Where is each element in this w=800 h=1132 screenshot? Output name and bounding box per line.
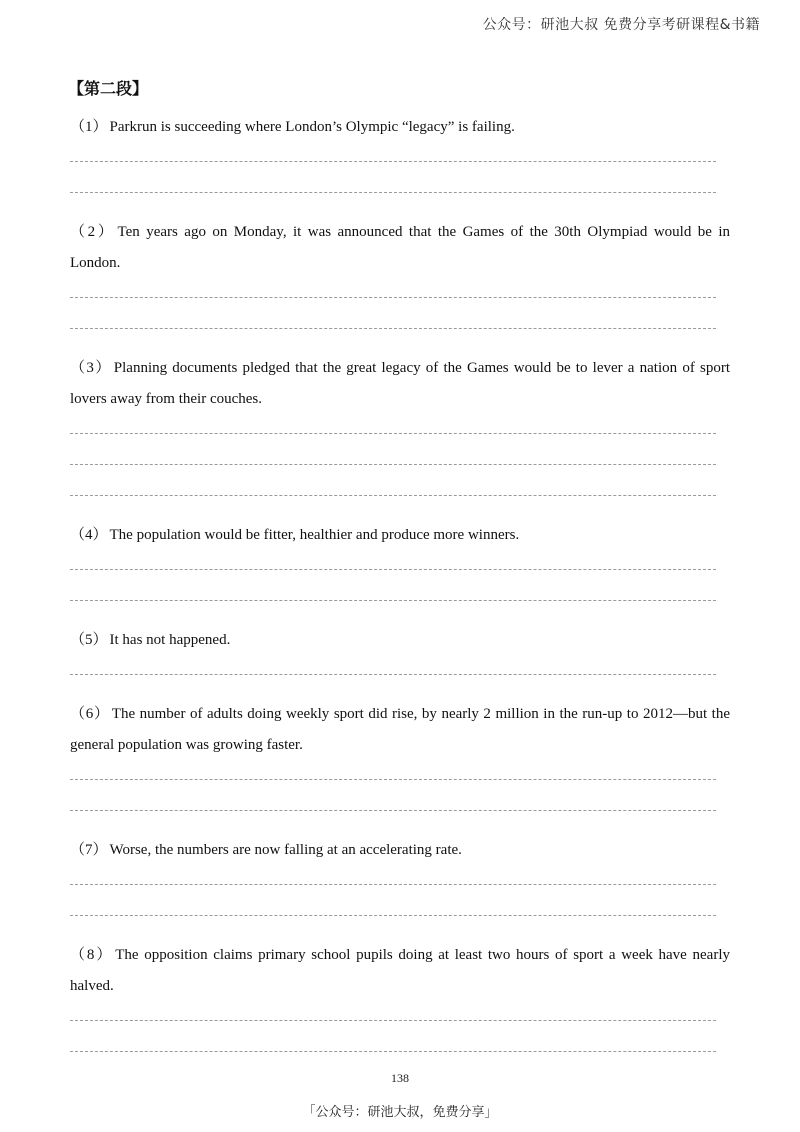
exercise-item-5 — [70, 625, 730, 699]
exercise-list — [70, 112, 730, 1064]
answer-line[interactable] — [70, 477, 730, 508]
item-sentence: Ten years ago on Monday, it was announced that the Games of the 30th Olympiad would be in London. — [70, 224, 730, 271]
exercise-item-4 — [70, 520, 730, 625]
item-sentence: Worse, the numbers are now falling at an accelerating rate. — [109, 842, 462, 858]
item-number: （2） — [70, 224, 116, 240]
item-sentence: The number of adults doing weekly sport did rise, by nearly 2 million in the run-up to 2012—but the general population was growing faster. — [70, 706, 730, 753]
item-number: （8） — [70, 947, 114, 963]
exercise-item-8 — [70, 940, 730, 1064]
item-number: （1） — [70, 119, 108, 135]
item-sentence: The population would be fitter, healthier and produce more winners. — [109, 527, 520, 543]
item-number: （4） — [70, 527, 108, 543]
item-sentence: Planning documents pledged that the great legacy of the Games would be to lever a nation of sport lovers away from their couches. — [70, 360, 730, 407]
answer-line[interactable] — [70, 866, 730, 897]
footer-note: 「公众号：研池大叔，免费分享」 — [302, 1105, 498, 1120]
exercise-item-1 — [70, 112, 730, 217]
answer-line[interactable] — [70, 279, 730, 310]
exercise-item-6 — [70, 699, 730, 835]
answer-line[interactable] — [70, 143, 730, 174]
item-sentence: It has not happened. — [109, 632, 231, 648]
section-title: 【第二段】 — [68, 79, 149, 98]
page-number: 138 — [391, 1071, 409, 1085]
answer-line[interactable] — [70, 551, 730, 582]
item-number: （5） — [70, 632, 108, 648]
answer-line[interactable] — [70, 446, 730, 477]
answer-line[interactable] — [70, 582, 730, 613]
item-number: （3） — [70, 360, 112, 376]
answer-line[interactable] — [70, 897, 730, 928]
answer-line[interactable] — [70, 656, 730, 687]
exercise-item-3 — [70, 353, 730, 520]
answer-line[interactable] — [70, 761, 730, 792]
header-note: 公众号：研池大叔 免费分享考研课程&书籍 — [482, 17, 760, 33]
answer-line[interactable] — [70, 792, 730, 823]
item-sentence: Parkrun is succeeding where London’s Olympic “legacy” is failing. — [109, 119, 515, 135]
answer-line[interactable] — [70, 415, 730, 446]
exercise-item-2 — [70, 217, 730, 353]
answer-line[interactable] — [70, 310, 730, 341]
answer-line[interactable] — [70, 1002, 730, 1033]
item-sentence: The opposition claims primary school pupils doing at least two hours of sport a week have nearly halved. — [70, 947, 730, 994]
item-number: （6） — [70, 706, 110, 722]
item-number: （7） — [70, 842, 108, 858]
answer-line[interactable] — [70, 1033, 730, 1064]
answer-line[interactable] — [70, 174, 730, 205]
exercise-item-7 — [70, 835, 730, 940]
